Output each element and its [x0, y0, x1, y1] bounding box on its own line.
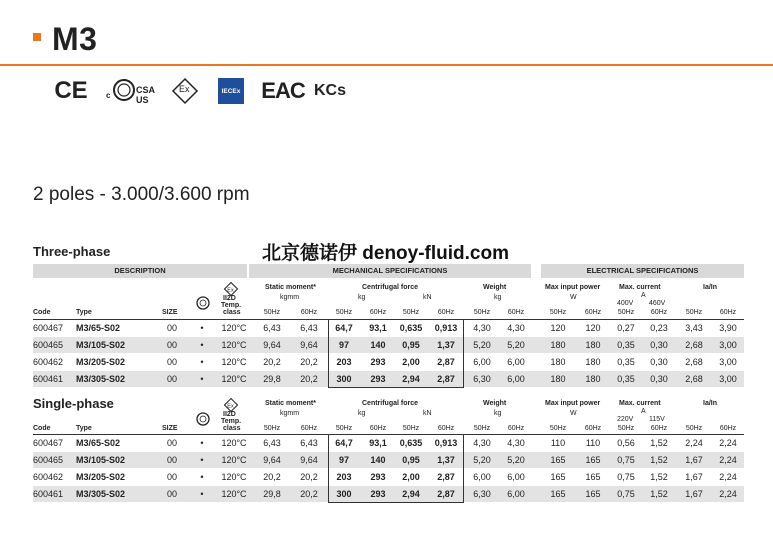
- table-cell: 180: [585, 357, 601, 367]
- table-cell: 00: [166, 374, 177, 384]
- table-cell: 0,35: [617, 357, 635, 367]
- table-cell: 00: [166, 455, 177, 465]
- table-cell: 93,1: [369, 323, 387, 333]
- table-cell: 6,30: [473, 374, 491, 384]
- hz-label: 60Hz: [584, 309, 602, 316]
- table-cell: 20,2: [263, 357, 281, 367]
- hz-label: 50Hz: [549, 309, 567, 316]
- table-cell: 97: [338, 455, 349, 465]
- table-cell: 2,87: [437, 357, 455, 367]
- table-cell: 300: [336, 489, 352, 499]
- table-cell: 0,30: [650, 340, 668, 350]
- table-cell: 2,87: [437, 374, 455, 384]
- kcs-icon: [315, 76, 345, 106]
- table-cell: 120°C: [221, 438, 247, 448]
- table-cell: 165: [550, 455, 566, 465]
- csa-header-icon-2: [196, 412, 210, 426]
- table-cell: 1,52: [650, 455, 668, 465]
- table-row: [33, 371, 744, 387]
- table-cell: 00: [166, 489, 177, 499]
- table-cell: 2,68: [685, 340, 703, 350]
- table-cell: M3/305-S02: [76, 489, 126, 499]
- three-phase-title: Three-phase: [33, 244, 111, 259]
- table-cell: 64,7: [335, 438, 353, 448]
- hz-label: 50Hz: [549, 425, 567, 432]
- hz-label: 60Hz: [437, 309, 455, 316]
- ii2d-header: II2D: [223, 295, 236, 302]
- class-header-2: class: [223, 425, 241, 432]
- table-cell: 00: [166, 472, 177, 482]
- hz-label: 50Hz: [685, 425, 703, 432]
- table-cell: 6,00: [507, 357, 525, 367]
- table-cell: 00: [166, 357, 177, 367]
- table-cell: M3/305-S02: [76, 374, 126, 384]
- table-cell: 2,24: [719, 455, 737, 465]
- single-phase-header: [0, 396, 773, 434]
- hz-label: 50Hz: [617, 425, 635, 432]
- table-cell: 6,43: [300, 323, 318, 333]
- table-cell: 2,94: [402, 489, 420, 499]
- table-top-rule: [33, 434, 744, 435]
- volt-50-three: 400V: [617, 300, 634, 307]
- table-cell: 0,95: [402, 340, 420, 350]
- table-cell: 0,913: [434, 438, 458, 448]
- table-cell: 600465: [33, 340, 64, 350]
- table-cell: 600462: [33, 357, 64, 367]
- table-cell: 120°C: [221, 472, 247, 482]
- table-cell: 180: [550, 357, 566, 367]
- table-cell: 9,64: [263, 340, 281, 350]
- table-cell: M3/65-S02: [76, 438, 121, 448]
- table-cell: 293: [370, 374, 386, 384]
- iecex-label: IECEx: [221, 87, 241, 95]
- svg-text:Ex: Ex: [227, 403, 234, 410]
- ia-in-header: Ia/In: [703, 284, 718, 291]
- class-header: class: [223, 309, 241, 316]
- table-row: [33, 452, 744, 468]
- table-cell: 6,43: [263, 438, 281, 448]
- atex-ex-label: Ex: [179, 84, 190, 94]
- table-cell: 293: [370, 489, 386, 499]
- table-cell: M3/65-S02: [76, 323, 121, 333]
- table-cell: 0,30: [650, 357, 668, 367]
- volt-60-three: 460V: [649, 300, 666, 307]
- table-cell: 2,68: [685, 357, 703, 367]
- centrifugal-force-header: Centrifugal force: [362, 284, 419, 291]
- table-cell: 0,23: [650, 323, 668, 333]
- table-cell: 2,00: [402, 357, 420, 367]
- table-cell: 3,90: [719, 323, 737, 333]
- hz-label: 50Hz: [685, 309, 703, 316]
- table-cell: 0,75: [617, 472, 635, 482]
- table-cell: 120: [550, 323, 566, 333]
- hz-label: 60Hz: [300, 425, 318, 432]
- table-cell: 0,56: [617, 438, 635, 448]
- volt-60-single: 115V: [649, 416, 665, 423]
- table-cell: 20,2: [300, 374, 318, 384]
- kgmm-unit-2: kgmm: [280, 410, 300, 417]
- table-cell: 6,43: [300, 438, 318, 448]
- table-cell: 3,00: [719, 357, 737, 367]
- table-cell: 29,8: [263, 374, 281, 384]
- table-cell: 120°C: [221, 340, 247, 350]
- table-cell: 1,37: [437, 340, 455, 350]
- hz-label: 60Hz: [437, 425, 455, 432]
- table-cell: 165: [585, 455, 601, 465]
- page-title: M3: [52, 21, 98, 57]
- table-cell: 2,94: [402, 374, 420, 384]
- table-cell: 0,95: [402, 455, 420, 465]
- atex-ex-header-icon-2: [224, 398, 238, 412]
- table-cell: 2,87: [437, 472, 455, 482]
- watermark-text: 北京德诺伊 denoy-fluid.com: [262, 243, 510, 264]
- table-cell: 6,43: [263, 323, 281, 333]
- csa-us-label: CSA US: [136, 85, 155, 105]
- table-cell: 180: [550, 340, 566, 350]
- weight-header: Weight: [483, 284, 507, 291]
- eac-icon: [261, 76, 305, 106]
- type-header: Type: [76, 309, 92, 316]
- table-cell: 9,64: [300, 340, 318, 350]
- force-box-right: [463, 435, 464, 502]
- table-cell: 140: [370, 455, 386, 465]
- table-cell: 300: [336, 374, 352, 384]
- a-unit: A: [641, 292, 646, 299]
- atex-ex-icon: [171, 76, 199, 106]
- table-cell: 120°C: [221, 489, 247, 499]
- w-unit-2: W: [570, 410, 577, 417]
- single-phase-title: Single-phase: [33, 396, 114, 411]
- type-header-2: Type: [76, 425, 92, 432]
- table-cell: M3/205-S02: [76, 357, 126, 367]
- table-cell: 120°C: [221, 357, 247, 367]
- csa-us-icon: [104, 76, 154, 106]
- kgmm-unit: kgmm: [280, 294, 300, 301]
- table-cell: 1,67: [685, 455, 703, 465]
- ii2d-header-2: II2D: [223, 411, 236, 418]
- table-cell: 600462: [33, 472, 64, 482]
- table-cell: 6,00: [473, 472, 491, 482]
- kn-unit: kN: [423, 294, 432, 301]
- hz-label: 50Hz: [263, 309, 281, 316]
- table-cell: 1,52: [650, 489, 668, 499]
- table-cell: 0,75: [617, 489, 635, 499]
- table-cell: 5,20: [473, 340, 491, 350]
- table-cell: 9,64: [300, 455, 318, 465]
- table-cell: 2,24: [719, 472, 737, 482]
- table-cell: 6,00: [507, 374, 525, 384]
- table-cell: 5,20: [473, 455, 491, 465]
- max-input-power-header-2: Max input power: [545, 400, 601, 407]
- csa-header-icon: [196, 296, 210, 310]
- centrifugal-force-header-2: Centrifugal force: [362, 400, 419, 407]
- table-cell: M3/105-S02: [76, 455, 126, 465]
- table-cell: 97: [338, 340, 349, 350]
- volt-50-single: 220V: [617, 416, 634, 423]
- hz-label: 50Hz: [335, 425, 353, 432]
- table-top-rule: [33, 319, 744, 320]
- hz-label: 60Hz: [369, 425, 387, 432]
- table-cell: 2,24: [719, 489, 737, 499]
- table-cell: 2,87: [437, 489, 455, 499]
- speed-subtitle: 2 poles - 3.000/3.600 rpm: [33, 184, 250, 205]
- table-row: [33, 337, 744, 353]
- hz-label: 50Hz: [402, 309, 420, 316]
- table-cell: 29,8: [263, 489, 281, 499]
- table-cell: 64,7: [335, 323, 353, 333]
- table-cell: 0,75: [617, 455, 635, 465]
- svg-text:Ex: Ex: [227, 287, 234, 294]
- title-divider: [0, 64, 773, 66]
- temp-header-2: Temp.: [221, 418, 242, 425]
- static-moment-header: Static moment*: [265, 284, 316, 291]
- hz-label: 50Hz: [473, 309, 491, 316]
- table-cell: 120°C: [221, 323, 247, 333]
- table-cell: 2,24: [719, 438, 737, 448]
- table-cell: •: [200, 489, 204, 499]
- temp-header: Temp.: [221, 302, 242, 309]
- table-cell: 165: [585, 489, 601, 499]
- table-cell: •: [200, 323, 204, 333]
- table-cell: 20,2: [300, 489, 318, 499]
- mechanical-band: MECHANICAL SPECIFICATIONS: [249, 264, 531, 278]
- table-cell: 9,64: [263, 455, 281, 465]
- description-band: DESCRIPTION: [33, 264, 247, 278]
- table-cell: 5,20: [507, 340, 525, 350]
- kcs-label: KCs: [314, 82, 347, 99]
- table-cell: 3,00: [719, 374, 737, 384]
- table-cell: 140: [370, 340, 386, 350]
- eac-label: EAC: [261, 78, 305, 103]
- table-cell: 600467: [33, 323, 64, 333]
- w-unit: W: [570, 294, 577, 301]
- force-box-left: [328, 435, 329, 502]
- title-accent-square: [33, 33, 41, 41]
- table-cell: 1,67: [685, 489, 703, 499]
- hz-label: 60Hz: [719, 309, 737, 316]
- table-cell: 00: [166, 340, 177, 350]
- table-cell: 165: [550, 489, 566, 499]
- table-cell: 20,2: [300, 472, 318, 482]
- hz-label: 50Hz: [617, 309, 635, 316]
- table-cell: 20,2: [300, 357, 318, 367]
- table-cell: M3/205-S02: [76, 472, 126, 482]
- table-cell: 0,35: [617, 374, 635, 384]
- table-cell: •: [200, 340, 204, 350]
- table-cell: 20,2: [263, 472, 281, 482]
- weight-kg-unit: kg: [494, 294, 502, 301]
- table-cell: 5,20: [507, 455, 525, 465]
- static-moment-header-2: Static moment*: [265, 400, 316, 407]
- a-unit-2: A: [641, 408, 646, 415]
- hz-label: 50Hz: [335, 309, 353, 316]
- hz-label: 60Hz: [584, 425, 602, 432]
- table-cell: •: [200, 374, 204, 384]
- kn-unit-2: kN: [423, 410, 432, 417]
- table-cell: 2,00: [402, 472, 420, 482]
- table-cell: 120: [585, 323, 601, 333]
- table-cell: 600461: [33, 489, 64, 499]
- table-cell: 93,1: [369, 438, 387, 448]
- table-cell: 600465: [33, 455, 64, 465]
- hz-label: 50Hz: [473, 425, 491, 432]
- hz-label: 50Hz: [263, 425, 281, 432]
- svg-text:c: c: [106, 91, 111, 100]
- table-cell: 600461: [33, 374, 64, 384]
- ce-mark-label: CE: [54, 77, 88, 104]
- iecex-icon: [218, 78, 244, 104]
- table-cell: 180: [585, 374, 601, 384]
- force-box-left: [328, 320, 329, 387]
- force-box-bottom: [328, 387, 464, 388]
- max-input-power-header: Max input power: [545, 284, 601, 291]
- size-header: SIZE: [162, 309, 178, 316]
- table-cell: 0,635: [399, 438, 423, 448]
- kg-unit: kg: [358, 294, 366, 301]
- table-cell: 120°C: [221, 455, 247, 465]
- hz-label: 60Hz: [507, 425, 525, 432]
- table-row: [33, 320, 744, 336]
- table-cell: 6,00: [473, 357, 491, 367]
- hz-label: 50Hz: [402, 425, 420, 432]
- table-cell: •: [200, 472, 204, 482]
- table-cell: 1,52: [650, 438, 668, 448]
- table-cell: 180: [585, 340, 601, 350]
- table-cell: •: [200, 438, 204, 448]
- table-cell: 110: [550, 438, 566, 448]
- hz-label: 60Hz: [300, 309, 318, 316]
- table-cell: 1,37: [437, 455, 455, 465]
- table-cell: 2,24: [685, 438, 703, 448]
- table-cell: 0,30: [650, 374, 668, 384]
- max-current-header-2: Max. current: [619, 400, 661, 407]
- table-cell: 120°C: [221, 374, 247, 384]
- table-cell: 3,43: [685, 323, 703, 333]
- table-cell: 6,00: [507, 472, 525, 482]
- table-cell: 0,635: [399, 323, 423, 333]
- table-cell: M3/105-S02: [76, 340, 126, 350]
- table-cell: 180: [550, 374, 566, 384]
- table-row: [33, 469, 744, 485]
- hz-label: 60Hz: [719, 425, 737, 432]
- table-cell: 600467: [33, 438, 64, 448]
- table-cell: 3,00: [719, 340, 737, 350]
- hz-label: 60Hz: [507, 309, 525, 316]
- ia-in-header-2: Ia/In: [703, 400, 718, 407]
- table-cell: 0,913: [434, 323, 458, 333]
- weight-header-2: Weight: [483, 400, 507, 407]
- table-cell: •: [200, 455, 204, 465]
- table-cell: 293: [370, 357, 386, 367]
- table-cell: 4,30: [473, 438, 491, 448]
- table-cell: 00: [166, 438, 177, 448]
- atex-ex-header-icon: [224, 282, 238, 296]
- table-cell: 1,67: [685, 472, 703, 482]
- table-cell: 293: [370, 472, 386, 482]
- kg-unit-2: kg: [358, 410, 366, 417]
- table-cell: 1,52: [650, 472, 668, 482]
- table-cell: 0,27: [617, 323, 635, 333]
- table-cell: 165: [585, 472, 601, 482]
- table-cell: 00: [166, 323, 177, 333]
- size-header-2: SIZE: [162, 425, 178, 432]
- code-header-2: Code: [33, 425, 51, 432]
- force-box-right: [463, 320, 464, 387]
- max-current-header: Max. current: [619, 284, 661, 291]
- table-cell: 4,30: [507, 438, 525, 448]
- table-cell: 6,00: [507, 489, 525, 499]
- table-cell: 2,68: [685, 374, 703, 384]
- table-row: [33, 435, 744, 451]
- table-cell: 0,35: [617, 340, 635, 350]
- table-cell: 203: [336, 357, 352, 367]
- ce-mark-icon: [55, 76, 87, 106]
- table-cell: 203: [336, 472, 352, 482]
- three-phase-header: [0, 280, 773, 318]
- electrical-band: ELECTRICAL SPECIFICATIONS: [541, 264, 744, 278]
- hz-label: 60Hz: [369, 309, 387, 316]
- table-cell: 4,30: [473, 323, 491, 333]
- code-header: Code: [33, 309, 51, 316]
- force-box-bottom: [328, 502, 464, 503]
- table-cell: •: [200, 357, 204, 367]
- table-cell: 110: [585, 438, 601, 448]
- table-row: [33, 486, 744, 502]
- table-cell: 4,30: [507, 323, 525, 333]
- table-cell: 6,30: [473, 489, 491, 499]
- table-row: [33, 354, 744, 370]
- table-cell: 165: [550, 472, 566, 482]
- hz-label: 60Hz: [650, 309, 668, 316]
- hz-label: 60Hz: [650, 425, 668, 432]
- weight-kg-unit-2: kg: [494, 410, 502, 417]
